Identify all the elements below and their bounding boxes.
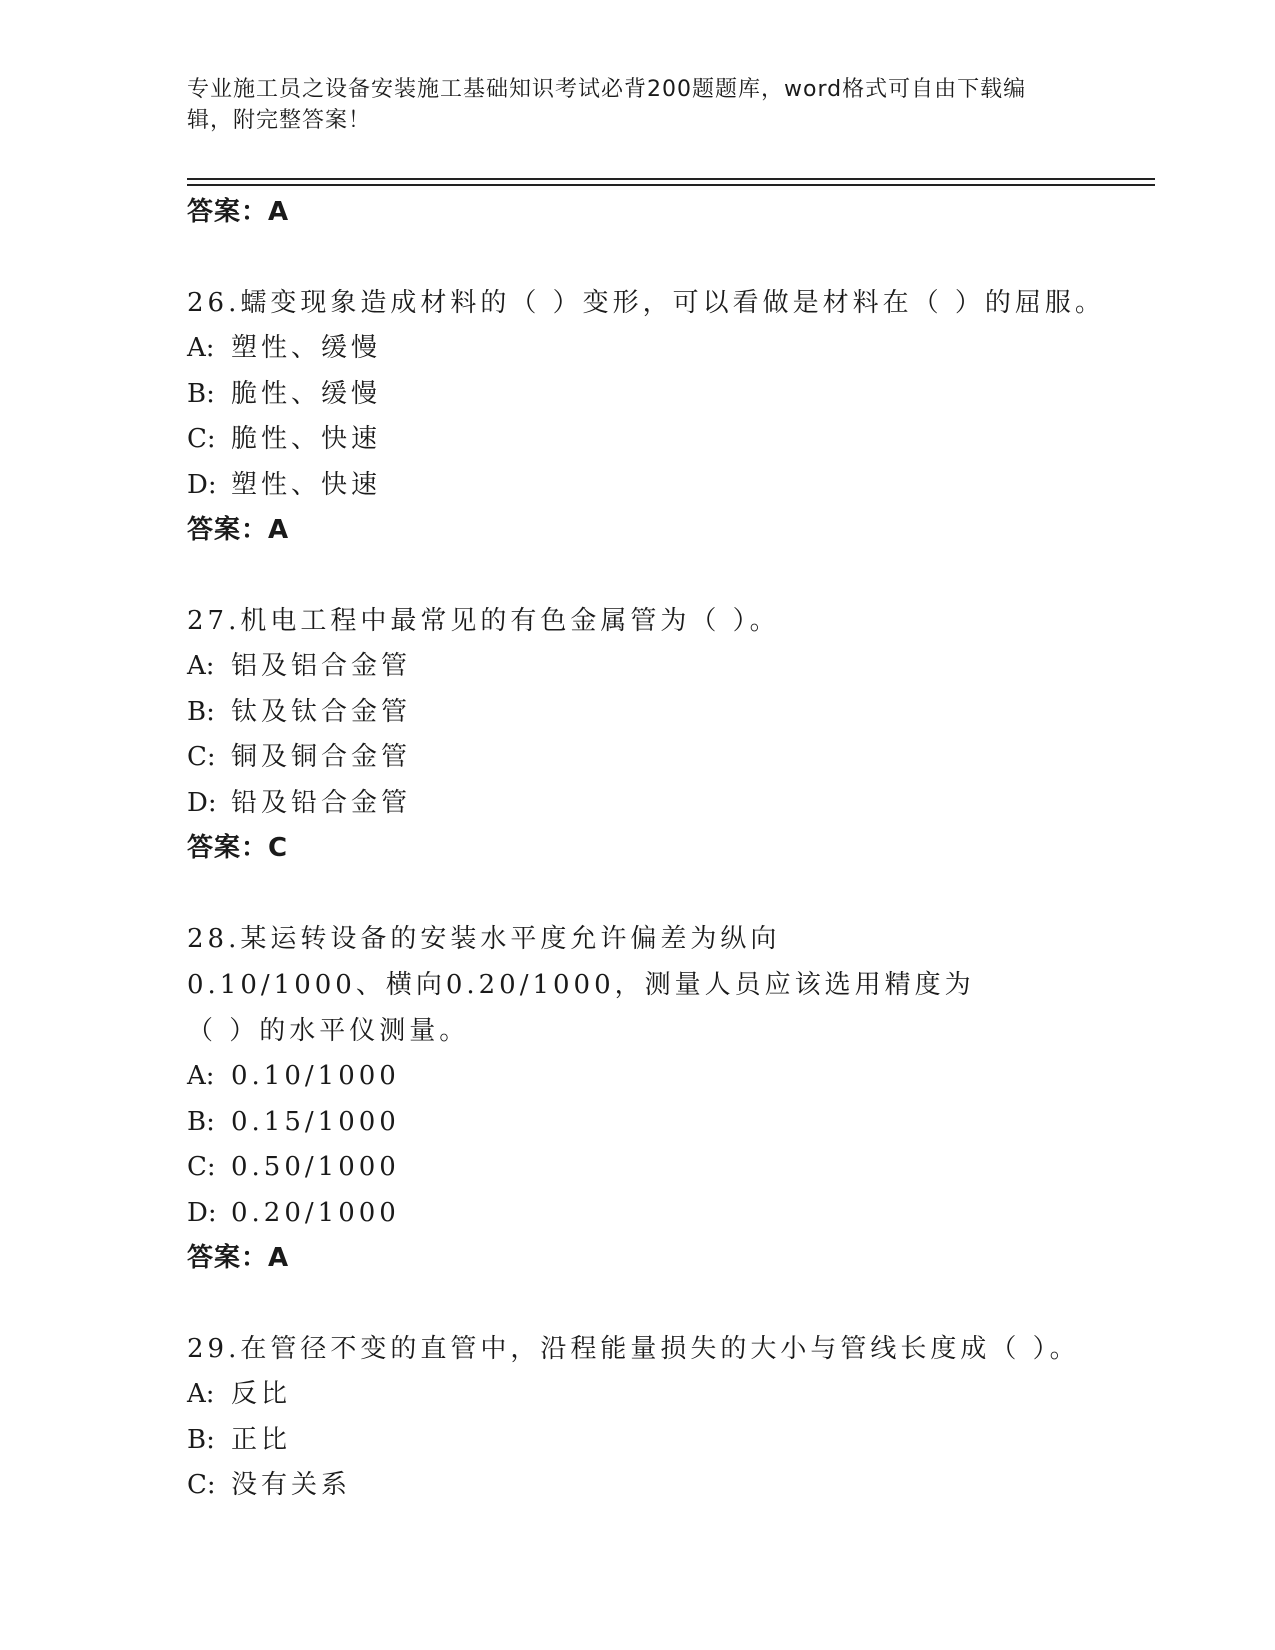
option-b xyxy=(187,372,1155,418)
question-stem: 26.蠕变现象造成材料的（ ）变形，可以看做是材料在（ ）的屈服。 xyxy=(187,288,1105,318)
answer-value: A xyxy=(268,515,290,545)
question-27 xyxy=(187,598,1155,870)
option-c xyxy=(187,735,1155,781)
option-d xyxy=(187,1191,1155,1237)
option-text: 没有关系 xyxy=(231,1470,352,1500)
question-29 xyxy=(187,1326,1155,1509)
answer-value: A xyxy=(268,1243,290,1273)
answer-label: 答案： xyxy=(187,833,269,863)
option-key: A: xyxy=(187,651,215,681)
option-text: 0.20/1000 xyxy=(231,1197,400,1228)
option-key: D: xyxy=(187,469,217,500)
question-stem: 29.在管径不变的直管中，沿程能量损失的大小与管线长度成（ ）。 xyxy=(187,1334,1080,1364)
header-divider-bottom xyxy=(187,184,1155,186)
option-a xyxy=(187,1054,1155,1100)
question-28 xyxy=(187,916,1155,1280)
option-key: B: xyxy=(187,696,215,727)
answer-value: C xyxy=(268,833,289,863)
option-text: 0.50/1000 xyxy=(231,1152,400,1182)
option-key: A: xyxy=(187,1379,215,1409)
option-c xyxy=(187,417,1155,463)
answer-line xyxy=(187,1236,1155,1280)
option-key: C: xyxy=(187,1152,216,1182)
option-text: 塑性、缓慢 xyxy=(231,333,382,363)
option-text: 钛及钛合金管 xyxy=(231,696,412,727)
option-a xyxy=(187,644,1155,690)
option-key: C: xyxy=(187,1470,216,1500)
option-c xyxy=(187,1145,1155,1191)
option-a xyxy=(187,326,1155,372)
option-key: B: xyxy=(187,1106,215,1137)
option-d xyxy=(187,781,1155,827)
option-text: 正比 xyxy=(231,1424,292,1455)
header-divider-top xyxy=(187,178,1155,180)
option-b xyxy=(187,1418,1155,1464)
option-key: D: xyxy=(187,1197,217,1228)
option-text: 脆性、快速 xyxy=(231,424,382,454)
option-text: 反比 xyxy=(231,1379,292,1409)
option-key: D: xyxy=(187,787,217,818)
option-d xyxy=(187,463,1155,509)
document-header xyxy=(187,74,1067,136)
option-key: C: xyxy=(187,742,216,772)
answer-label: 答案： xyxy=(187,197,269,227)
header-title: 专业施工员之设备安装施工基础知识考试必背200题题库，word格式可自由下载编辑，附完整答案！ xyxy=(187,77,1027,133)
option-text: 0.10/1000 xyxy=(231,1061,400,1091)
answer-line xyxy=(187,826,1155,870)
question-list xyxy=(187,190,1155,1509)
answer-line xyxy=(187,190,1155,234)
option-key: B: xyxy=(187,1424,215,1455)
question-stem: 27.机电工程中最常见的有色金属管为（ ）。 xyxy=(187,606,780,636)
option-b xyxy=(187,1100,1155,1146)
option-text: 脆性、缓慢 xyxy=(231,378,382,409)
option-key: C: xyxy=(187,424,216,454)
option-key: B: xyxy=(187,378,215,409)
option-a xyxy=(187,1372,1155,1418)
answer-value: A xyxy=(268,197,290,227)
option-text: 0.15/1000 xyxy=(231,1106,400,1137)
option-text: 铜及铜合金管 xyxy=(231,742,412,772)
option-key: A: xyxy=(187,333,215,363)
answer-label: 答案： xyxy=(187,1243,269,1273)
option-c xyxy=(187,1463,1155,1509)
option-text: 铝及铝合金管 xyxy=(231,651,412,681)
answer-label: 答案： xyxy=(187,515,269,545)
option-text: 铅及铅合金管 xyxy=(231,787,412,818)
option-key: A: xyxy=(187,1061,215,1091)
answer-line xyxy=(187,508,1155,552)
option-b xyxy=(187,690,1155,736)
question-stem: 28.某运转设备的安装水平度允许偏差为纵向0.10/1000、横向0.20/1000，测量人员应该选用精度为（ ）的水平仪测量。 xyxy=(187,924,975,1046)
question-26 xyxy=(187,280,1155,552)
option-text: 塑性、快速 xyxy=(231,469,382,500)
